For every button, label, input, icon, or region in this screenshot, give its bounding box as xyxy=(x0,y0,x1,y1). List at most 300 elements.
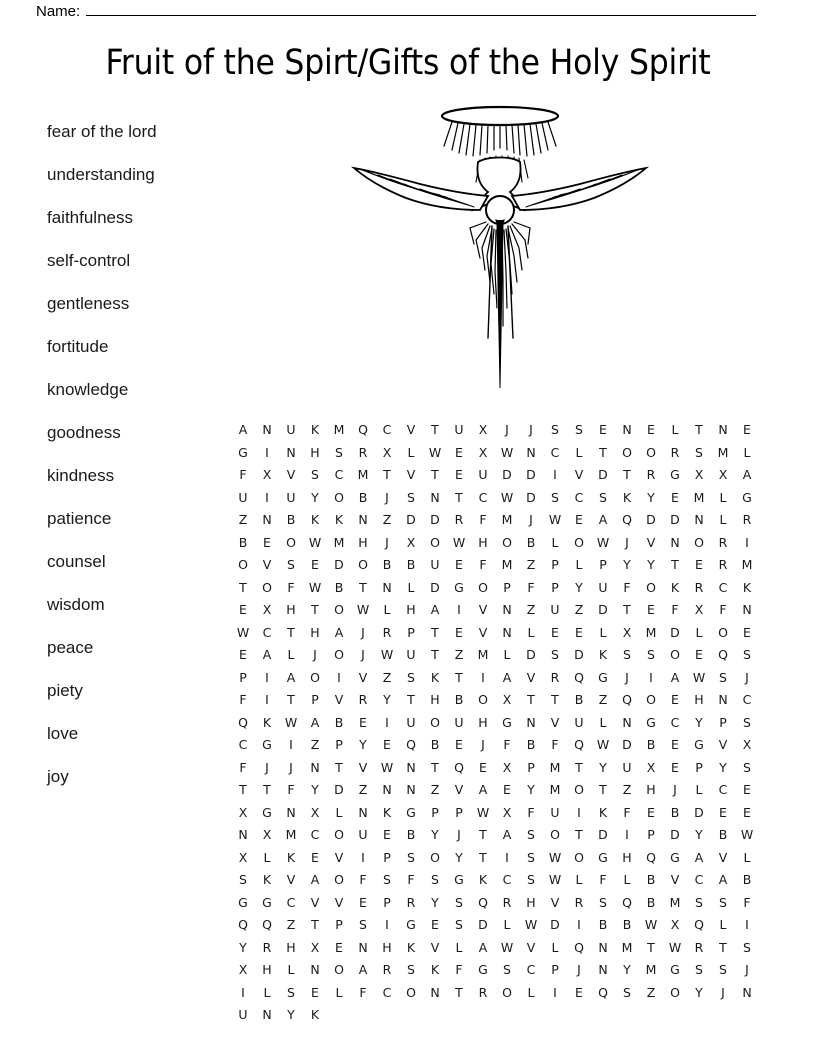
grid-cell[interactable]: O xyxy=(358,557,368,572)
grid-cell[interactable]: O xyxy=(670,984,680,1000)
grid-cell[interactable]: Q xyxy=(646,849,656,865)
grid-cell[interactable]: S xyxy=(599,894,607,910)
grid-cell[interactable]: N xyxy=(670,534,680,550)
grid-cell[interactable]: N xyxy=(238,827,248,842)
grid-cell[interactable]: Z xyxy=(238,512,248,527)
grid-cell[interactable]: X xyxy=(670,917,680,932)
grid-cell[interactable]: L xyxy=(503,647,511,662)
grid-cell[interactable]: N xyxy=(310,962,320,977)
grid-cell[interactable]: I xyxy=(745,534,749,550)
grid-cell[interactable]: Q xyxy=(598,984,608,1000)
grid-cell[interactable]: E xyxy=(311,849,319,865)
grid-cell[interactable]: N xyxy=(358,512,368,527)
grid-cell[interactable]: R xyxy=(478,984,488,1000)
grid-cell[interactable]: S xyxy=(407,489,415,505)
grid-cell[interactable]: Z xyxy=(526,557,536,572)
grid-cell[interactable]: R xyxy=(694,579,704,595)
grid-cell[interactable]: I xyxy=(385,714,389,730)
grid-cell[interactable]: A xyxy=(430,602,440,617)
grid-cell[interactable]: Y xyxy=(623,557,631,572)
grid-cell[interactable]: K xyxy=(742,579,752,595)
grid-cell[interactable]: N xyxy=(526,444,536,460)
grid-cell[interactable]: T xyxy=(455,669,463,685)
grid-cell[interactable]: N xyxy=(358,804,368,820)
grid-cell[interactable]: M xyxy=(693,489,705,505)
grid-cell[interactable]: G xyxy=(262,737,272,752)
grid-cell[interactable]: Z xyxy=(646,984,656,1000)
grid-cell[interactable]: I xyxy=(745,917,749,932)
grid-cell[interactable]: J xyxy=(529,422,533,437)
grid-cell[interactable]: W xyxy=(380,759,394,775)
grid-cell[interactable]: Y xyxy=(287,1007,295,1022)
grid-cell[interactable]: Y xyxy=(431,894,439,910)
grid-cell[interactable]: O xyxy=(646,579,656,595)
grid-cell[interactable]: P xyxy=(551,557,559,572)
grid-cell[interactable]: A xyxy=(310,714,320,730)
grid-cell[interactable]: I xyxy=(241,984,245,1000)
grid-cell[interactable]: T xyxy=(671,557,679,572)
grid-cell[interactable]: X xyxy=(238,804,248,820)
grid-cell[interactable]: Z xyxy=(430,782,440,797)
grid-cell[interactable]: R xyxy=(694,939,704,955)
grid-cell[interactable]: B xyxy=(382,557,392,572)
grid-cell[interactable]: Z xyxy=(286,917,296,932)
grid-cell[interactable]: A xyxy=(286,669,296,685)
grid-cell[interactable]: N xyxy=(286,444,296,460)
grid-cell[interactable]: A xyxy=(334,624,344,640)
grid-cell[interactable]: E xyxy=(383,737,391,752)
grid-cell[interactable]: R xyxy=(718,534,728,550)
grid-cell[interactable]: E xyxy=(479,759,487,775)
grid-cell[interactable]: H xyxy=(622,849,632,865)
grid-cell[interactable]: X xyxy=(310,939,320,955)
grid-cell[interactable]: T xyxy=(431,647,439,662)
grid-cell[interactable]: E xyxy=(503,782,511,797)
grid-cell[interactable]: O xyxy=(574,534,584,550)
grid-cell[interactable]: M xyxy=(645,962,657,977)
grid-cell[interactable]: M xyxy=(357,467,369,482)
grid-cell[interactable]: N xyxy=(598,962,608,977)
grid-cell[interactable]: H xyxy=(382,939,392,955)
grid-cell[interactable]: E xyxy=(239,647,247,662)
grid-cell[interactable]: D xyxy=(646,512,656,527)
grid-cell[interactable]: J xyxy=(721,984,725,1000)
grid-cell[interactable]: D xyxy=(334,782,344,797)
grid-cell[interactable]: B xyxy=(334,579,344,595)
grid-cell[interactable]: S xyxy=(239,872,247,887)
grid-cell[interactable]: C xyxy=(670,714,680,730)
grid-cell[interactable]: P xyxy=(599,557,607,572)
grid-cell[interactable]: N xyxy=(430,984,440,1000)
grid-cell[interactable]: S xyxy=(695,962,703,977)
grid-cell[interactable]: J xyxy=(313,647,317,662)
grid-cell[interactable]: S xyxy=(743,939,751,955)
grid-cell[interactable]: Q xyxy=(406,737,416,752)
grid-cell[interactable]: L xyxy=(599,624,607,640)
grid-cell[interactable]: Y xyxy=(599,759,607,775)
grid-cell[interactable]: S xyxy=(287,984,295,1000)
grid-cell[interactable]: T xyxy=(287,692,295,707)
grid-cell[interactable]: V xyxy=(478,624,488,640)
grid-cell[interactable]: I xyxy=(577,917,581,932)
grid-cell[interactable]: T xyxy=(479,827,487,842)
grid-cell[interactable]: G xyxy=(598,849,608,865)
grid-cell[interactable]: L xyxy=(719,512,727,527)
grid-cell[interactable]: W xyxy=(500,939,514,955)
grid-cell[interactable]: E xyxy=(359,894,367,910)
grid-cell[interactable]: B xyxy=(622,917,632,932)
grid-cell[interactable]: Y xyxy=(383,692,391,707)
grid-cell[interactable]: N xyxy=(622,714,632,730)
grid-cell[interactable]: T xyxy=(623,467,631,482)
grid-cell[interactable]: F xyxy=(671,602,679,617)
grid-cell[interactable]: E xyxy=(695,557,703,572)
grid-cell[interactable]: I xyxy=(265,444,269,460)
grid-cell[interactable]: A xyxy=(262,647,272,662)
grid-cell[interactable]: O xyxy=(334,647,344,662)
grid-cell[interactable]: F xyxy=(527,804,535,820)
grid-cell[interactable]: G xyxy=(670,467,680,482)
grid-cell[interactable]: E xyxy=(455,467,463,482)
grid-cell[interactable]: Q xyxy=(454,759,464,775)
grid-cell[interactable]: G xyxy=(454,872,464,887)
grid-cell[interactable]: G xyxy=(478,962,488,977)
grid-cell[interactable]: D xyxy=(502,467,512,482)
grid-cell[interactable]: V xyxy=(454,782,464,797)
grid-cell[interactable]: X xyxy=(502,804,512,820)
grid-cell[interactable]: S xyxy=(551,489,559,505)
grid-cell[interactable]: N xyxy=(742,602,752,617)
grid-cell[interactable]: E xyxy=(575,512,583,527)
grid-cell[interactable]: W xyxy=(428,444,442,460)
grid-cell[interactable]: S xyxy=(407,849,415,865)
grid-cell[interactable]: M xyxy=(501,557,513,572)
grid-cell[interactable]: Y xyxy=(695,984,703,1000)
grid-cell[interactable]: S xyxy=(407,962,415,977)
grid-cell[interactable]: S xyxy=(383,872,391,887)
grid-cell[interactable]: P xyxy=(383,849,391,865)
grid-cell[interactable]: S xyxy=(551,647,559,662)
grid-cell[interactable]: U xyxy=(286,422,296,437)
grid-cell[interactable]: Y xyxy=(455,849,463,865)
grid-cell[interactable]: L xyxy=(263,984,271,1000)
grid-cell[interactable]: X xyxy=(718,467,728,482)
grid-cell[interactable]: Z xyxy=(382,669,392,685)
grid-cell[interactable]: O xyxy=(502,984,512,1000)
grid-cell[interactable]: O xyxy=(478,692,488,707)
grid-cell[interactable]: Y xyxy=(575,579,583,595)
grid-cell[interactable]: Q xyxy=(478,894,488,910)
grid-cell[interactable]: F xyxy=(623,804,631,820)
grid-cell[interactable]: B xyxy=(334,714,344,730)
grid-cell[interactable]: S xyxy=(287,557,295,572)
grid-cell[interactable]: K xyxy=(310,422,320,437)
grid-cell[interactable]: E xyxy=(455,624,463,640)
grid-cell[interactable]: T xyxy=(527,692,535,707)
grid-cell[interactable]: Y xyxy=(311,489,319,505)
grid-cell[interactable]: B xyxy=(598,917,608,932)
grid-cell[interactable]: X xyxy=(406,534,416,550)
grid-cell[interactable]: E xyxy=(455,557,463,572)
grid-cell[interactable]: P xyxy=(647,827,655,842)
grid-cell[interactable]: W xyxy=(668,939,682,955)
grid-cell[interactable]: B xyxy=(742,872,752,887)
grid-cell[interactable]: W xyxy=(500,489,514,505)
grid-cell[interactable]: W xyxy=(548,512,562,527)
grid-cell[interactable]: L xyxy=(287,962,295,977)
grid-cell[interactable]: T xyxy=(287,624,295,640)
grid-cell[interactable]: Z xyxy=(454,647,464,662)
grid-cell[interactable]: N xyxy=(526,714,536,730)
grid-cell[interactable]: F xyxy=(719,602,727,617)
grid-cell[interactable]: R xyxy=(358,692,368,707)
grid-cell[interactable]: W xyxy=(452,534,466,550)
grid-cell[interactable]: X xyxy=(238,849,248,865)
grid-cell[interactable]: T xyxy=(383,467,391,482)
grid-cell[interactable]: L xyxy=(527,624,535,640)
grid-cell[interactable]: A xyxy=(502,827,512,842)
grid-cell[interactable]: G xyxy=(238,894,248,910)
grid-cell[interactable]: B xyxy=(670,804,680,820)
grid-cell[interactable]: L xyxy=(551,534,559,550)
grid-cell[interactable]: E xyxy=(671,737,679,752)
grid-cell[interactable]: M xyxy=(645,624,657,640)
grid-cell[interactable]: G xyxy=(598,669,608,685)
grid-cell[interactable]: V xyxy=(478,602,488,617)
grid-cell[interactable]: Y xyxy=(527,782,535,797)
grid-cell[interactable]: H xyxy=(694,692,704,707)
grid-cell[interactable]: E xyxy=(743,422,751,437)
grid-cell[interactable]: F xyxy=(287,782,295,797)
grid-cell[interactable]: H xyxy=(262,962,272,977)
grid-cell[interactable]: S xyxy=(359,917,367,932)
grid-cell[interactable]: E xyxy=(719,804,727,820)
grid-cell[interactable]: E xyxy=(671,692,679,707)
grid-cell[interactable]: L xyxy=(407,444,415,460)
grid-cell[interactable]: P xyxy=(551,962,559,977)
grid-cell[interactable]: Y xyxy=(623,962,631,977)
grid-cell[interactable]: O xyxy=(334,827,344,842)
grid-cell[interactable]: V xyxy=(358,759,368,775)
grid-cell[interactable]: A xyxy=(694,849,704,865)
grid-cell[interactable]: Y xyxy=(359,737,367,752)
grid-cell[interactable]: R xyxy=(382,962,392,977)
grid-cell[interactable]: S xyxy=(455,894,463,910)
grid-cell[interactable]: P xyxy=(527,759,535,775)
grid-cell[interactable]: U xyxy=(406,714,416,730)
grid-cell[interactable]: Z xyxy=(526,602,536,617)
grid-cell[interactable]: S xyxy=(743,714,751,730)
grid-cell[interactable]: H xyxy=(286,939,296,955)
grid-cell[interactable]: I xyxy=(577,804,581,820)
grid-cell[interactable]: X xyxy=(382,444,392,460)
grid-cell[interactable]: H xyxy=(430,692,440,707)
grid-cell[interactable]: V xyxy=(550,894,560,910)
grid-cell[interactable]: M xyxy=(477,647,489,662)
grid-cell[interactable]: U xyxy=(430,557,440,572)
grid-cell[interactable]: O xyxy=(238,557,248,572)
grid-cell[interactable]: U xyxy=(478,467,488,482)
grid-cell[interactable]: K xyxy=(430,962,440,977)
grid-cell[interactable]: J xyxy=(289,759,293,775)
grid-cell[interactable]: E xyxy=(551,624,559,640)
grid-cell[interactable]: K xyxy=(382,804,392,820)
grid-cell[interactable]: I xyxy=(649,669,653,685)
grid-cell[interactable]: T xyxy=(431,624,439,640)
grid-cell[interactable]: V xyxy=(262,557,272,572)
grid-cell[interactable]: F xyxy=(359,872,367,887)
grid-cell[interactable]: M xyxy=(717,444,729,460)
grid-cell[interactable]: T xyxy=(239,579,247,595)
grid-cell[interactable]: E xyxy=(239,602,247,617)
grid-cell[interactable]: E xyxy=(743,804,751,820)
grid-cell[interactable]: G xyxy=(406,917,416,932)
grid-cell[interactable]: X xyxy=(694,467,704,482)
grid-cell[interactable]: E xyxy=(647,602,655,617)
grid-cell[interactable]: X xyxy=(262,467,272,482)
grid-cell[interactable]: E xyxy=(263,534,271,550)
grid-cell[interactable]: J xyxy=(265,759,269,775)
grid-cell[interactable]: X xyxy=(262,602,272,617)
grid-cell[interactable]: O xyxy=(574,849,584,865)
grid-cell[interactable]: H xyxy=(478,714,488,730)
grid-cell[interactable]: K xyxy=(598,647,608,662)
grid-cell[interactable]: I xyxy=(265,692,269,707)
grid-cell[interactable]: K xyxy=(670,579,680,595)
grid-cell[interactable]: V xyxy=(430,939,440,955)
grid-cell[interactable]: C xyxy=(262,624,272,640)
grid-cell[interactable]: O xyxy=(334,489,344,505)
grid-cell[interactable]: L xyxy=(743,849,751,865)
grid-cell[interactable]: F xyxy=(479,512,487,527)
grid-cell[interactable]: F xyxy=(239,467,247,482)
grid-cell[interactable]: L xyxy=(719,917,727,932)
grid-cell[interactable]: T xyxy=(455,489,463,505)
grid-cell[interactable]: U xyxy=(238,1007,248,1022)
grid-cell[interactable]: K xyxy=(262,872,272,887)
grid-cell[interactable]: P xyxy=(719,714,727,730)
grid-cell[interactable]: T xyxy=(551,692,559,707)
grid-cell[interactable]: W xyxy=(596,737,610,752)
grid-cell[interactable]: Z xyxy=(382,512,392,527)
grid-cell[interactable]: T xyxy=(407,692,415,707)
grid-cell[interactable]: M xyxy=(501,512,513,527)
grid-cell[interactable]: L xyxy=(575,444,583,460)
grid-cell[interactable]: L xyxy=(719,489,727,505)
grid-cell[interactable]: S xyxy=(407,669,415,685)
grid-cell[interactable]: Q xyxy=(622,512,632,527)
grid-cell[interactable]: Q xyxy=(574,669,584,685)
grid-cell[interactable]: L xyxy=(335,804,343,820)
word-search-grid[interactable] xyxy=(231,419,759,1027)
grid-cell[interactable]: R xyxy=(502,894,512,910)
grid-cell[interactable]: O xyxy=(430,849,440,865)
grid-cell[interactable]: X xyxy=(238,962,248,977)
grid-cell[interactable]: J xyxy=(481,737,485,752)
grid-cell[interactable]: G xyxy=(694,737,704,752)
grid-cell[interactable]: F xyxy=(743,894,751,910)
name-write-in-line[interactable] xyxy=(86,2,756,16)
grid-cell[interactable]: E xyxy=(455,444,463,460)
grid-cell[interactable]: X xyxy=(478,422,488,437)
grid-cell[interactable]: W xyxy=(548,872,562,887)
grid-cell[interactable]: U xyxy=(406,647,416,662)
grid-cell[interactable]: K xyxy=(406,939,416,955)
grid-cell[interactable]: Q xyxy=(358,422,368,437)
grid-cell[interactable]: E xyxy=(575,624,583,640)
grid-cell[interactable]: D xyxy=(526,467,536,482)
grid-cell[interactable]: S xyxy=(719,894,727,910)
grid-cell[interactable]: T xyxy=(719,939,727,955)
grid-cell[interactable]: K xyxy=(622,489,632,505)
grid-cell[interactable]: I xyxy=(553,467,557,482)
grid-cell[interactable]: O xyxy=(430,534,440,550)
grid-cell[interactable]: V xyxy=(670,872,680,887)
grid-cell[interactable]: X xyxy=(646,759,656,775)
grid-cell[interactable]: G xyxy=(238,444,248,460)
grid-cell[interactable]: W xyxy=(356,602,370,617)
grid-cell[interactable]: W xyxy=(740,827,754,842)
grid-cell[interactable]: M xyxy=(669,894,681,910)
grid-cell[interactable]: Q xyxy=(238,917,248,932)
grid-cell[interactable]: W xyxy=(476,804,490,820)
grid-cell[interactable]: A xyxy=(478,782,488,797)
grid-cell[interactable]: M xyxy=(741,557,753,572)
grid-cell[interactable]: W xyxy=(308,534,322,550)
grid-cell[interactable]: K xyxy=(310,1007,320,1022)
grid-cell[interactable]: T xyxy=(359,579,367,595)
grid-cell[interactable]: F xyxy=(455,962,463,977)
grid-cell[interactable]: W xyxy=(380,647,394,662)
grid-cell[interactable]: J xyxy=(745,669,749,685)
grid-cell[interactable]: B xyxy=(526,534,536,550)
grid-cell[interactable]: T xyxy=(479,849,487,865)
grid-cell[interactable]: N xyxy=(502,602,512,617)
grid-cell[interactable]: V xyxy=(334,849,344,865)
grid-cell[interactable]: Z xyxy=(574,602,584,617)
grid-cell[interactable]: B xyxy=(358,489,368,505)
grid-cell[interactable]: R xyxy=(406,894,416,910)
grid-cell[interactable]: S xyxy=(719,962,727,977)
grid-cell[interactable]: O xyxy=(478,579,488,595)
grid-cell[interactable]: A xyxy=(502,669,512,685)
grid-cell[interactable]: D xyxy=(694,804,704,820)
grid-cell[interactable]: S xyxy=(311,467,319,482)
grid-cell[interactable]: C xyxy=(718,782,728,797)
grid-cell[interactable]: H xyxy=(478,534,488,550)
grid-cell[interactable]: S xyxy=(599,489,607,505)
grid-cell[interactable]: T xyxy=(623,602,631,617)
grid-cell[interactable]: Y xyxy=(239,939,247,955)
grid-cell[interactable]: J xyxy=(505,422,509,437)
grid-cell[interactable]: C xyxy=(502,872,512,887)
grid-cell[interactable]: I xyxy=(265,669,269,685)
grid-cell[interactable]: R xyxy=(718,557,728,572)
grid-cell[interactable]: D xyxy=(598,827,608,842)
grid-cell[interactable]: K xyxy=(334,512,344,527)
grid-cell[interactable]: S xyxy=(551,422,559,437)
grid-cell[interactable]: S xyxy=(503,962,511,977)
grid-cell[interactable]: S xyxy=(695,444,703,460)
grid-cell[interactable]: N xyxy=(406,782,416,797)
grid-cell[interactable]: R xyxy=(454,512,464,527)
grid-cell[interactable]: V xyxy=(526,939,536,955)
grid-cell[interactable]: J xyxy=(361,624,365,640)
grid-cell[interactable]: J xyxy=(529,512,533,527)
grid-cell[interactable]: V xyxy=(718,849,728,865)
grid-cell[interactable]: P xyxy=(383,894,391,910)
grid-cell[interactable]: I xyxy=(505,849,509,865)
